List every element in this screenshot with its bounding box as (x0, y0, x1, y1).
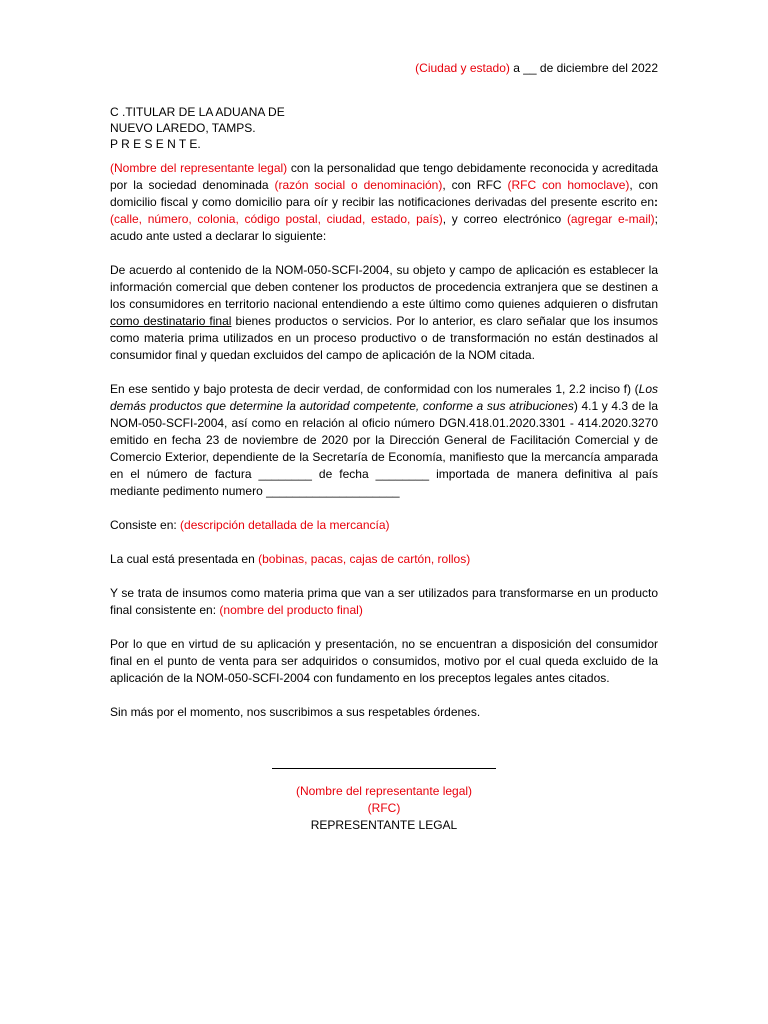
company-name-placeholder: (razón social o denominación) (274, 178, 443, 192)
paragraph-nom-scope (110, 262, 658, 364)
final-product-placeholder: (nombre del producto final) (219, 603, 363, 617)
paragraph-text: : (654, 195, 658, 209)
underlined-term: como destinatario final (110, 314, 232, 328)
addressee-line-2: NUEVO LAREDO, TAMPS. (110, 121, 256, 135)
italic-quote: Los demás productos que determine la autoridad competente, conforme a sus atribuciones (110, 382, 658, 413)
paragraph-final-product (110, 585, 658, 619)
signature-block (272, 768, 496, 834)
signature-name-placeholder: (Nombre del representante legal) (295, 784, 473, 798)
paragraph-text: , con domicilio fiscal y como domicilio para oír y recibir las notificaciones derivadas del presente escrito en (110, 178, 658, 209)
signature-title: REPRESENTANTE LEGAL (310, 818, 458, 832)
paragraph-text: con la personalidad que tengo debidamente reconocida y acreditada por la sociedad denominada (110, 161, 658, 192)
city-state-placeholder: (Ciudad y estado) (415, 61, 510, 75)
date-text: a __ de diciembre del 2022 (509, 61, 658, 75)
merchandise-description-placeholder: (descripción detallada de la mercancía) (180, 518, 390, 532)
paragraph-presentation (110, 551, 658, 568)
letter-body (110, 160, 658, 738)
paragraph-consists (110, 517, 658, 534)
paragraph-declarant (110, 160, 658, 245)
paragraph-declaration (110, 381, 658, 500)
paragraph-text: Y se trata de insumos como materia prima que van a ser utilizados para transformarse en un producto final consistente en: (110, 586, 658, 617)
paragraph-text: En ese sentido y bajo protesta de decir verdad, de conformidad con los numerales 1, 2.2 inciso f) ( (110, 382, 639, 396)
rfc-placeholder: (RFC con homoclave) (507, 178, 630, 192)
signature-rfc-placeholder: (RFC) (367, 801, 401, 815)
paragraph-text: La cual está presentada en (110, 552, 259, 566)
paragraph-text: Consiste en: (110, 518, 181, 532)
address-placeholder: (calle, número, colonia, código postal, ciudad, estado, país) (110, 212, 443, 226)
paragraph-text: ) 4.1 y 4.3 de la NOM-050-SCFI-2004, así como en relación al oficio número DGN.418.01.2020.3301 - 414.2020.3270 emitido en fecha 23 de noviembre de 2020 por la Dirección General de Facilitación Comercial y de Comercio Exterior, dependiente de la Secretaría de Economía, manifiesto que la mercancía amparada en el número de factura ________ de fecha ________ importada de manera definitiva al país mediante pedimento numero ____________________ (110, 399, 659, 498)
paragraph-text: De acuerdo al contenido de la NOM-050-SCFI-2004, su objeto y campo de aplicación es establecer la información comercial que deben contener los productos de procedencia extranjera que se destinen a los consumidores en territorio nacional entendiendo a este último como quienes adquieren o disfrutan (110, 263, 658, 311)
paragraph-text: , con RFC (442, 178, 508, 192)
paragraph-closing: Sin más por el momento, nos suscribimos a sus respetables órdenes. (110, 705, 481, 719)
paragraph-text: , y correo electrónico (442, 212, 567, 226)
addressee-block (110, 104, 285, 152)
signature-line (272, 768, 496, 783)
date-line (415, 60, 658, 77)
legal-rep-placeholder: (Nombre del representante legal) (110, 161, 288, 175)
addressee-line-3: P R E S E N T E. (110, 137, 201, 151)
email-placeholder: (agregar e-mail) (566, 212, 655, 226)
paragraph-text: bienes productos o servicios. Por lo anterior, es claro señalar que los insumos como materia prima utilizados en un proceso productivo o de transformación no están destinados al consumidor final y quedan excluidos del campo de aplicación de la NOM citada. (110, 314, 658, 362)
paragraph-exclusion: Por lo que en virtud de su aplicación y presentación, no se encuentran a disposición del consumidor final en el punto de venta para ser adquiridos o consumidos, motivo por el cual queda excluido de la aplicación de la NOM-050-SCFI-2004 con fundamento en los preceptos legales antes citados. (110, 637, 658, 685)
addressee-line-1: C .TITULAR DE LA ADUANA DE (110, 105, 285, 119)
packaging-placeholder: (bobinas, pacas, cajas de cartón, rollos) (258, 552, 471, 566)
paragraph-text: ; acudo ante usted a declarar lo siguiente: (110, 212, 659, 243)
